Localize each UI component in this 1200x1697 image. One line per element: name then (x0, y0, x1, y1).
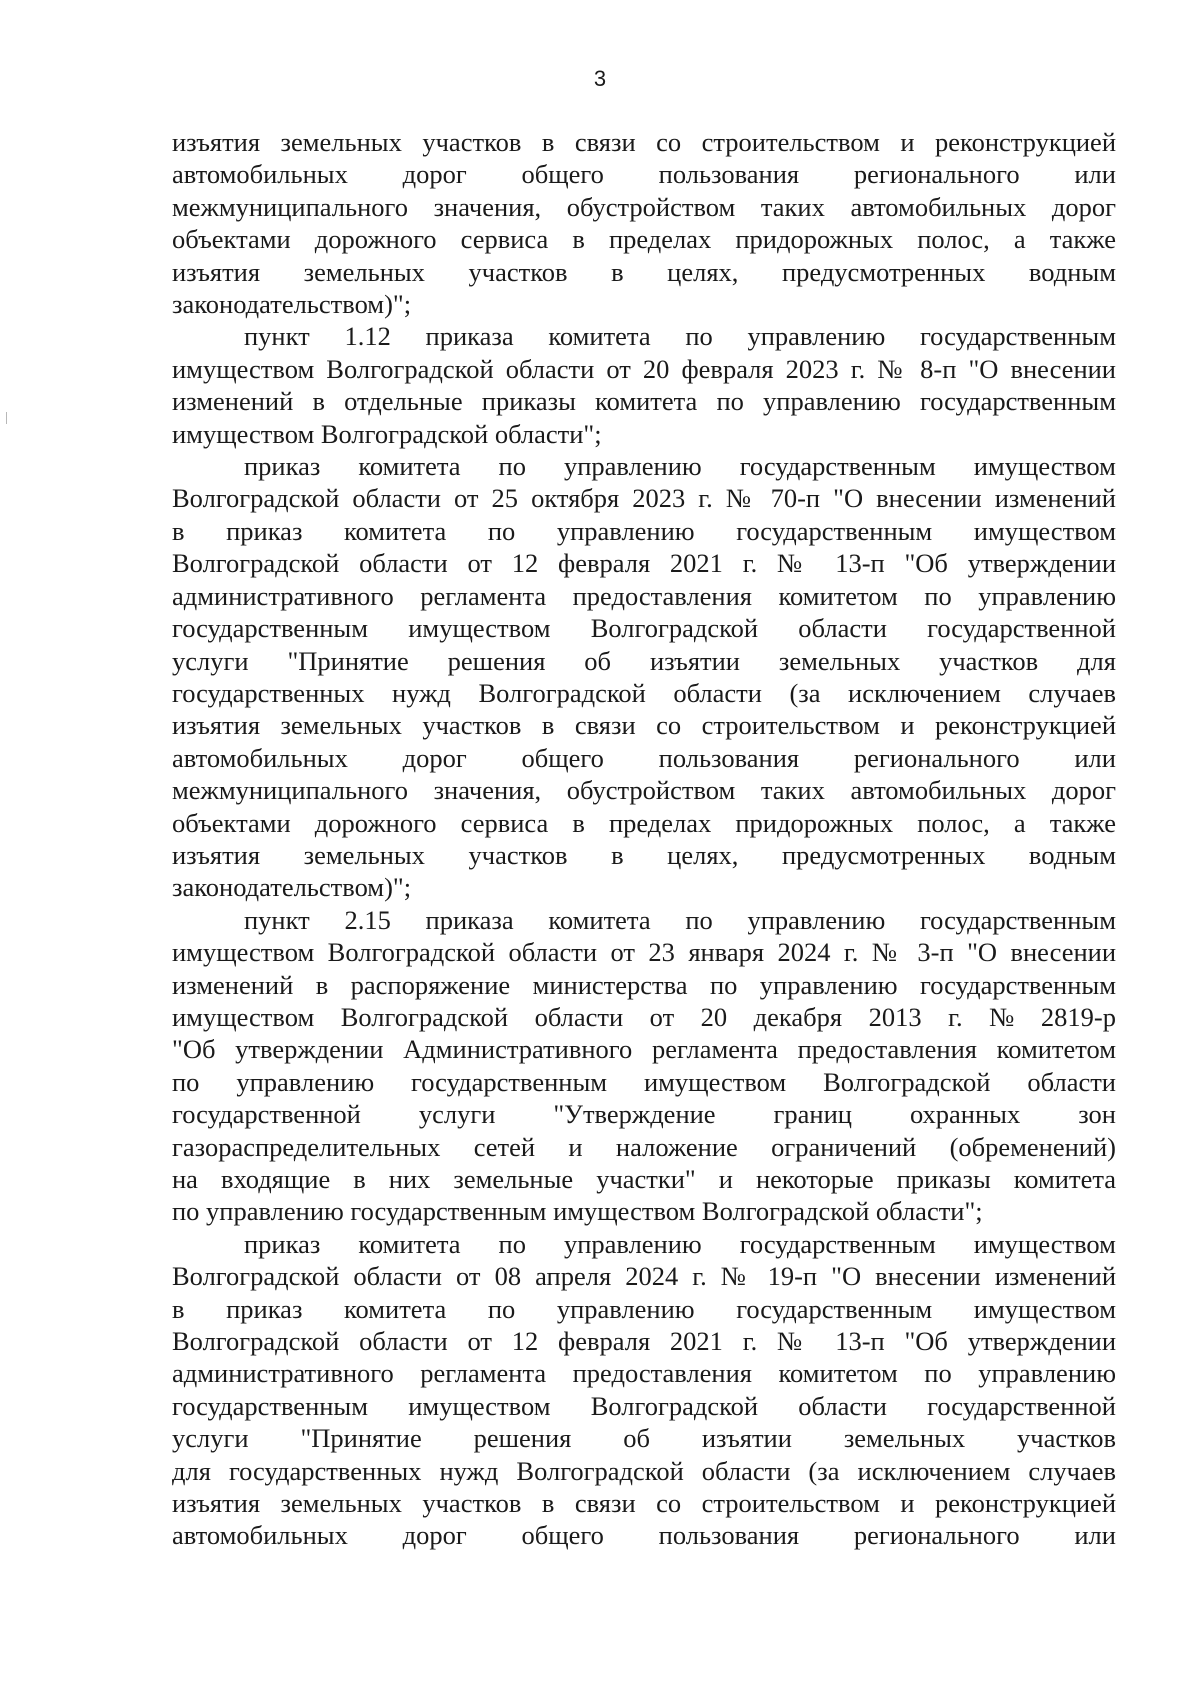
word: комитета (358, 1228, 461, 1259)
word: пользования (658, 1520, 800, 1551)
word: комитета (358, 451, 461, 482)
word: управлению (556, 515, 695, 546)
word: в (172, 1293, 185, 1324)
text-line (172, 158, 1116, 190)
word: дорог (402, 1520, 467, 1551)
word: изъятия (172, 839, 261, 870)
text-line (172, 1228, 1116, 1260)
word: зон (1078, 1099, 1116, 1130)
word: в (611, 839, 624, 870)
word: по (498, 451, 526, 482)
document-body (172, 126, 1116, 1552)
word: имуществом (973, 451, 1116, 482)
word: предусмотренных (781, 839, 986, 870)
word: приказ (226, 515, 303, 546)
text-line: имуществом Волгоградской области"; (172, 418, 602, 449)
scan-margin-mark (6, 412, 7, 424)
text-line: законодательством)"; (172, 289, 412, 320)
text-line (172, 320, 1116, 352)
word: общего (521, 159, 604, 190)
word: для (1077, 645, 1116, 676)
word: комитета (344, 515, 447, 546)
text-line: Волгоградской области от 12 февраля 2021 г. № 13-п "Об утверждении (172, 1326, 1116, 1357)
word: регионального (853, 742, 1020, 773)
word: автомобильных (172, 742, 348, 773)
text-line (172, 612, 1116, 644)
word: области (534, 1001, 624, 1032)
word: "Принятие (287, 645, 409, 676)
word: области (798, 1390, 887, 1421)
text-line (172, 1519, 1116, 1551)
word: области (798, 613, 887, 644)
word: имуществом (973, 1228, 1116, 1259)
text-line: изменений в отдельные приказы комитета по управлению государственным (172, 386, 1116, 417)
word: участков (468, 256, 568, 287)
text-line: "Об утверждении Административного регламента предоставления комитетом (172, 1034, 1116, 1065)
word: государственным (739, 1228, 936, 1259)
word: изъятии (701, 1423, 792, 1454)
word: по (487, 1293, 516, 1324)
word: государственным (736, 515, 933, 546)
text-line (172, 1098, 1116, 1130)
word: декабря (753, 1001, 843, 1032)
word: управлению (747, 904, 886, 935)
word: приказа (425, 321, 514, 352)
word: имуществом (408, 613, 551, 644)
word: приказ (226, 1293, 303, 1324)
word: участков (939, 645, 1039, 676)
word: управлению (556, 1293, 695, 1324)
word: имуществом (643, 1066, 787, 1097)
text-line (172, 450, 1116, 482)
text-line: изъятия земельных участков в связи со строительством и реконструкцией (172, 710, 1116, 741)
word: комитета (344, 1293, 447, 1324)
word: 2013 (868, 1001, 922, 1032)
word: регионального (853, 159, 1020, 190)
word: или (1074, 159, 1116, 190)
word: охранных (909, 1099, 1021, 1130)
word: общего (521, 742, 604, 773)
word: дорог (402, 159, 467, 190)
word: услуги (172, 645, 249, 676)
word: государственной (927, 1390, 1116, 1421)
text-line: Волгоградской области от 25 октября 2023 г. № 70-п "О внесении изменений (172, 483, 1116, 514)
word: пункт (244, 321, 310, 352)
text-line: на входящие в них земельные участки" и некоторые приказы комитета (172, 1164, 1116, 1194)
word: в (172, 515, 185, 546)
text-line: объектами дорожного сервиса в пределах придорожных полос, а также (172, 807, 1116, 838)
text-line (172, 1066, 1116, 1098)
text-line: имуществом Волгоградской области от 20 февраля 2023 г. № 8-п "О внесении (172, 353, 1116, 384)
word: "Утверждение (553, 1099, 716, 1130)
word: Волгоградской (340, 1001, 509, 1032)
word: или (1074, 742, 1116, 773)
text-line: административного регламента предоставления комитетом по управлению (172, 1358, 1116, 1389)
word: услуги (172, 1423, 249, 1454)
text-line: по управлению государственным имуществом Волгоградской области"; (172, 1196, 983, 1227)
word: пользования (658, 159, 800, 190)
text-line: государственных нужд Волгоградской области (за исключением случаев (172, 677, 1116, 708)
word: имуществом (408, 1390, 551, 1421)
word: участков (468, 839, 568, 870)
word: земельных (843, 1423, 966, 1454)
text-line: объектами дорожного сервиса в пределах придорожных полос, а также (172, 224, 1116, 255)
word: управлению (236, 1066, 375, 1097)
word: участков (1017, 1423, 1116, 1454)
word: государственной (172, 1099, 361, 1130)
word: целях, (667, 839, 739, 870)
word: по (172, 1066, 200, 1097)
word: управлению (563, 1228, 702, 1259)
word: по (685, 904, 713, 935)
word: услуги (418, 1099, 496, 1130)
word: регионального (853, 1520, 1020, 1551)
word: государственной (927, 613, 1116, 644)
word: земельных (303, 839, 425, 870)
word: государственным (411, 1066, 608, 1097)
word: государственным (172, 1390, 369, 1421)
text-line: для государственных нужд Волгоградской области (за исключением случаев (172, 1455, 1116, 1486)
text-line: изменений в распоряжение министерства по управлению государственным (172, 969, 1116, 1000)
word: предусмотренных (781, 256, 986, 287)
word: решения (473, 1423, 572, 1454)
text-line: межмуниципального значения, обустройством таких автомобильных дорог (172, 191, 1116, 222)
word: Волгоградской (823, 1066, 991, 1097)
word: имуществом (172, 1001, 315, 1032)
word: водным (1028, 839, 1116, 870)
word: приказ (244, 451, 321, 482)
word: границ (773, 1099, 852, 1130)
text-line: изъятия земельных участков в связи со строительством и реконструкцией (172, 127, 1116, 157)
word: решения (447, 645, 546, 676)
text-line (172, 904, 1116, 936)
text-line: Волгоградской области от 08 апреля 2024 г. № 19-п "О внесении изменений (172, 1261, 1116, 1292)
word: в (611, 256, 624, 287)
text-line (172, 1001, 1116, 1033)
word: изъятия (172, 256, 261, 287)
word: 2819-р (1040, 1001, 1116, 1032)
word: г. (948, 1001, 963, 1032)
text-line (172, 839, 1116, 871)
text-line: имуществом Волгоградской области от 23 января 2024 г. № 3-п "О внесении (172, 937, 1116, 968)
word: автомобильных (172, 159, 348, 190)
word: комитета (548, 321, 651, 352)
text-line (172, 1422, 1116, 1454)
text-line (172, 515, 1116, 547)
word: общего (521, 1520, 604, 1551)
word: изъятии (649, 645, 740, 676)
word: 20 (700, 1001, 728, 1032)
text-line (172, 645, 1116, 677)
text-line: газораспределительных сетей и наложение ограничений (обременений) (172, 1131, 1116, 1162)
word: приказ (244, 1228, 321, 1259)
text-line: административного регламента предоставления комитетом по управлению (172, 580, 1116, 611)
word: земельных (303, 256, 425, 287)
text-line: законодательством)"; (172, 872, 412, 903)
word: автомобильных (172, 1520, 348, 1551)
text-line (172, 256, 1116, 288)
word: государственным (739, 451, 936, 482)
word: управлению (747, 321, 886, 352)
word: комитета (548, 904, 651, 935)
text-line (172, 1293, 1116, 1325)
word: пользования (658, 742, 800, 773)
word: Волгоградской (590, 1390, 759, 1421)
word: об (584, 645, 612, 676)
page-number: 3 (593, 66, 607, 91)
word: государственным (736, 1293, 933, 1324)
word: государственным (919, 904, 1116, 935)
word: Волгоградской (590, 613, 759, 644)
word: от (649, 1001, 675, 1032)
word: приказа (425, 904, 514, 935)
word: дорог (402, 742, 467, 773)
text-line: Волгоградской области от 12 февраля 2021 г. № 13-п "Об утверждении (172, 548, 1116, 579)
word: по (487, 515, 516, 546)
text-line: межмуниципального значения, обустройством таких автомобильных дорог (172, 775, 1116, 806)
word: 2.15 (344, 904, 391, 935)
text-line: изъятия земельных участков в связи со строительством и реконструкцией (172, 1488, 1116, 1519)
word: управлению (563, 451, 702, 482)
word: пункт (244, 904, 310, 935)
word: государственным (919, 321, 1116, 352)
word: водным (1028, 256, 1116, 287)
word: области (1027, 1066, 1116, 1097)
word: 1.12 (344, 321, 391, 352)
word: "Принятие (300, 1423, 422, 1454)
word: по (498, 1228, 526, 1259)
word: по (685, 321, 713, 352)
text-line (172, 742, 1116, 774)
word: имуществом (973, 1293, 1116, 1324)
word: № (989, 1001, 1015, 1032)
word: целях, (667, 256, 739, 287)
word: земельных (778, 645, 901, 676)
word: имуществом (973, 515, 1116, 546)
word: или (1074, 1520, 1116, 1551)
word: об (623, 1423, 650, 1454)
word: государственным (172, 613, 369, 644)
text-line (172, 1390, 1116, 1422)
